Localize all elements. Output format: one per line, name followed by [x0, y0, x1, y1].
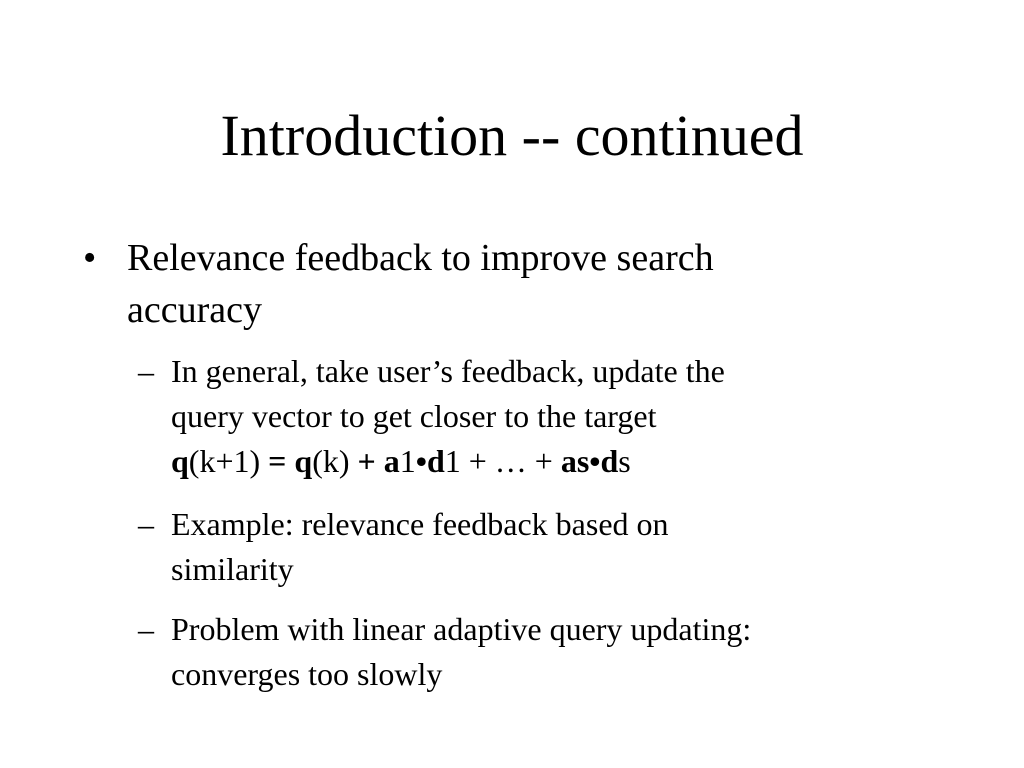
- sub-text: [171, 502, 931, 592]
- bullet-line-1: Relevance feedback to improve search: [127, 237, 714, 279]
- formula-dot-2: •: [589, 443, 601, 479]
- sub-text: [171, 607, 931, 697]
- formula-s: s: [618, 443, 631, 479]
- formula-ds: d: [600, 443, 619, 479]
- sub-item-general: [138, 349, 998, 484]
- sub-line-1: In general, take user’s feedback, update the: [171, 353, 725, 389]
- formula-q-next: q: [171, 443, 189, 479]
- formula-k-next: (k+1): [188, 443, 269, 479]
- formula-dot-1: •: [415, 443, 427, 479]
- sub-item-example: [138, 502, 998, 592]
- sub-text: [171, 349, 931, 484]
- sub-line-1: Problem with linear adaptive query updating:: [171, 611, 752, 647]
- formula-k-current: (k): [312, 443, 358, 479]
- slide-title: Introduction -- continued: [220, 103, 804, 168]
- bullet-item: [83, 232, 983, 336]
- formula-q-current: q: [294, 443, 313, 479]
- formula-a1: a: [383, 443, 400, 479]
- bullet-text: [127, 232, 927, 336]
- sub-line-2: query vector to get closer to the target: [171, 398, 657, 434]
- formula-ellipsis: 1 + … +: [444, 443, 561, 479]
- formula-plus: +: [357, 443, 384, 479]
- update-formula: [171, 439, 931, 484]
- sub-marker: –: [138, 353, 154, 389]
- formula-one: 1: [399, 443, 416, 479]
- sub-line-1: Example: relevance feedback based on: [171, 506, 669, 542]
- sub-line-2: converges too slowly: [171, 656, 443, 692]
- formula-as: as: [560, 443, 590, 479]
- sub-line-2: similarity: [171, 551, 294, 587]
- sub-marker: –: [138, 506, 154, 542]
- formula-d1: d: [426, 443, 445, 479]
- sub-item-problem: [138, 607, 998, 697]
- sub-marker: –: [138, 611, 154, 647]
- bullet-marker: •: [83, 237, 97, 279]
- formula-equals: =: [268, 443, 295, 479]
- bullet-line-2: accuracy: [127, 289, 262, 331]
